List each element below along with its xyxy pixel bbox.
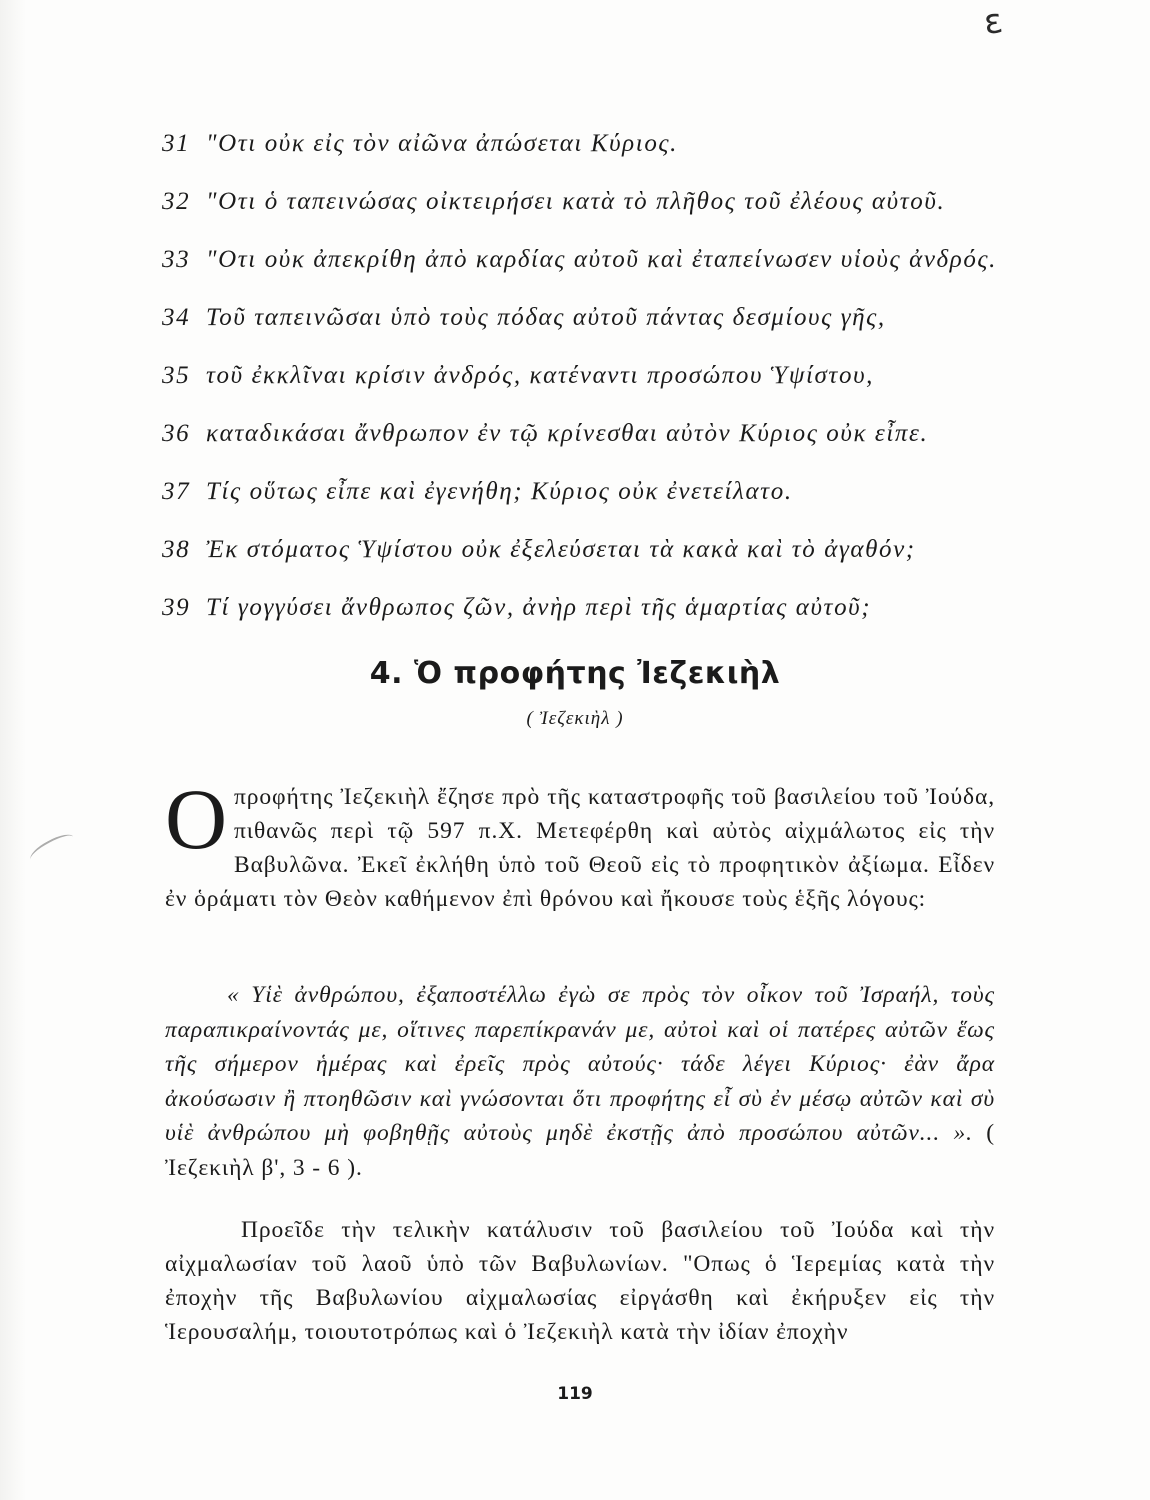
verse-list bbox=[162, 122, 1002, 644]
verse-number: 39 bbox=[162, 594, 191, 621]
verse-line bbox=[162, 528, 1002, 586]
verse-line bbox=[162, 354, 1002, 412]
scripture-quote bbox=[165, 978, 995, 1185]
verse-number: 33 bbox=[162, 246, 191, 273]
verse-text: Ἐκ στόματος Ὑψίστου οὐκ ἐξελεύσεται τὰ κακὰ καὶ τὸ ἀγαθόν; bbox=[206, 536, 916, 563]
stray-ink-mark bbox=[27, 830, 77, 867]
verse-line bbox=[162, 180, 1002, 238]
verse-line bbox=[162, 296, 1002, 354]
paragraph-text: προφήτης Ἰεζεκιὴλ ἔζησε πρὸ τῆς καταστροφῆς τοῦ βασιλείου τοῦ Ἰούδα, πιθανῶς περὶ τῷ 597 π.Χ. Μετεφέρθη καὶ αὐτὸς αἰχμάλωτος εἰς τὴν Βαβυλῶνα. Ἐκεῖ ἐκλήθη ὑπὸ τοῦ Θεοῦ εἰς τὸ προφητικὸν ἀξίωμα. Εἶδεν ἐν ὁράματι τὸν Θεὸν καθήμενον ἐπὶ θρόνου καὶ ἤκουσε τοὺς ἑξῆς λόγους: bbox=[165, 784, 995, 912]
quote-text: « Υἱὲ ἀνθρώπου, ἐξαποστέλλω ἐγὼ σε πρὸς τὸν οἶκον τοῦ Ἰσραήλ, τοὺς παραπικραίνοντάς με, οἵτινες παρεπίκρανάν με, αὐτοὶ καὶ οἱ πατέρες αὐτῶν ἕως τῆς σήμερον ἡμέρας καὶ ἐρεῖς πρὸς αὐτούς· τάδε λέγει Κύριος· ἐὰν ἄρα ἀκούσωσιν ἢ πτοηθῶσιν καὶ γνώσονται ὅτι προφήτης εἶ σὺ ἐν μέσῳ αὐτῶν καὶ σὺ υἱὲ ἀνθρώπου μὴ φοβηθῇς αὐτοὺς μηδὲ ἐκστῇς ἀπὸ προσώπου αὐτῶν... ». bbox=[165, 982, 995, 1146]
verse-number: 31 bbox=[162, 130, 191, 157]
verse-text: "Οτι οὐκ εἰς τὸν αἰῶνα ἀπώσεται Κύριος. bbox=[206, 130, 679, 157]
handwritten-corner-mark: ε bbox=[980, 0, 1005, 44]
verse-text: Τί γογγύσει ἄνθρωπος ζῶν, ἀνὴρ περὶ τῆς ἁμαρτίας αὐτοῦ; bbox=[206, 594, 872, 621]
body-paragraph-1 bbox=[165, 771, 995, 916]
verse-line bbox=[162, 470, 1002, 528]
section-heading: 4. Ὁ προφήτης Ἰεζεκιὴλ bbox=[369, 656, 781, 691]
verse-number: 37 bbox=[162, 478, 191, 505]
drop-cap: Ο bbox=[165, 771, 229, 867]
verse-number: 32 bbox=[162, 188, 191, 215]
verse-line bbox=[162, 122, 1002, 180]
verse-line bbox=[162, 586, 1002, 644]
verse-number: 38 bbox=[162, 536, 191, 563]
body-paragraph-2: Προεῖδε τὴν τελικὴν κατάλυσιν τοῦ βασιλείου τοῦ Ἰούδα καὶ τὴν αἰχμαλωσίαν τοῦ λαοῦ ὑπὸ τῶν Βαβυλωνίων. "Οπως ὁ Ἱερεμίας κατὰ τὴν ἐποχὴν τῆς Βαβυλωνίου αἰχμαλωσίας εἰργάσθη καὶ ἐκήρυξεν εἰς τὴν Ἱερουσαλήμ, τοιουτοτρόπως καὶ ὁ Ἰεζεκιὴλ κατὰ τὴν ἰδίαν ἐποχὴν bbox=[165, 1217, 995, 1345]
verse-line bbox=[162, 238, 1002, 296]
verse-text: τοῦ ἐκκλῖναι κρίσιν ἀνδρός, κατέναντι προσώπου Ὑψίστου, bbox=[206, 362, 875, 389]
verse-number: 36 bbox=[162, 420, 191, 447]
verse-text: "Οτι ὁ ταπεινώσας οἰκτειρήσει κατὰ τὸ πλῆθος τοῦ ἐλέους αὐτοῦ. bbox=[206, 188, 946, 215]
quote-reference: ( Ἰεζεκιὴλ β', 3 - 6 ). bbox=[165, 1120, 995, 1181]
verse-text: καταδικάσαι ἄνθρωπον ἐν τῷ κρίνεσθαι αὐτὸν Κύριος οὐκ εἶπε. bbox=[206, 420, 929, 447]
page-number: 119 bbox=[557, 1384, 593, 1404]
section-subheading: ( Ἰεζεκιὴλ ) bbox=[526, 708, 624, 729]
scan-edge-shadow bbox=[0, 0, 26, 1500]
verse-number: 34 bbox=[162, 304, 191, 331]
verse-number: 35 bbox=[162, 362, 191, 389]
verse-text: Τίς οὕτως εἶπε καὶ ἐγενήθη; Κύριος οὐκ ἐνετείλατο. bbox=[206, 478, 793, 505]
verse-text: "Οτι οὐκ ἀπεκρίθη ἀπὸ καρδίας αὐτοῦ καὶ ἐταπείνωσεν υἱοὺς ἀνδρός. bbox=[206, 246, 998, 273]
verse-line bbox=[162, 412, 1002, 470]
verse-text: Τοῦ ταπεινῶσαι ὑπὸ τοὺς πόδας αὐτοῦ πάντας δεσμίους γῆς, bbox=[206, 304, 886, 331]
